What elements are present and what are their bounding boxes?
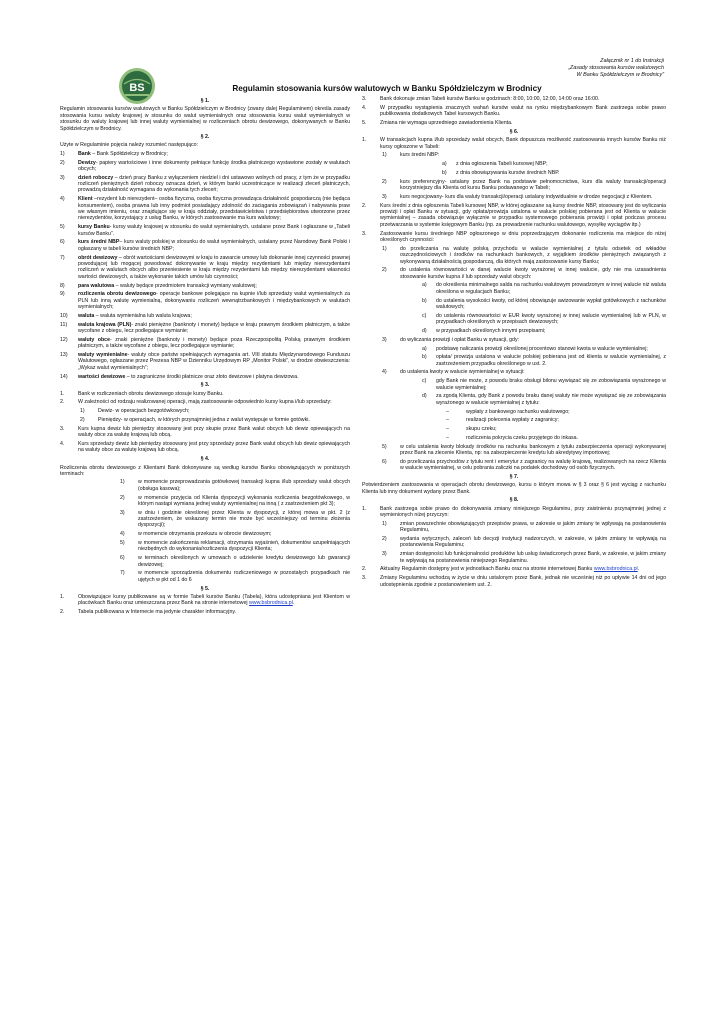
definition-item: 1) Bank – Bank Spółdzielczy w Brodnicy; bbox=[60, 150, 168, 157]
list-item: 2. W zależności od rodzaju realizowanej operacji, mają zastosowanie odpowiednio kursy kupna i/lub sprzedaży: bbox=[60, 399, 332, 406]
definitions-list bbox=[60, 151, 350, 380]
list-item: 2. Tabela publikowana w Internecie ma jedynie charakter informacyjny. bbox=[60, 609, 237, 616]
list-item: 3. Kurs kupna dewiz lub pieniędzy stosowany jest przy skupie przez Bank walut obcych lub dewiz opiewających na waluty obce za walutę krajową lub obcą. bbox=[60, 425, 350, 439]
section-heading: § 5. bbox=[200, 585, 210, 592]
list-item: 5. Zmiana nie wymaga uprzedniego zawiadomienia Klienta. bbox=[362, 119, 513, 126]
list-item: 2) kurs preferencyjny- ustalany przez Bank na podstawie pełnomocnictwa, kurs dla waluty transakcji/operacji korzystniejszy dla Klienta od kursu Banku podawanego w Tabeli; bbox=[382, 178, 666, 192]
list-item: 2. Kurs średni z dnia ogłoszenia Tabeli kursowej NBP, w której ogłaszane są kursy średnie NBP, stosowany jest do wyliczania prowizji i opłat Banku w sytuacji, gdy opłata/prowizja ustalona w walucie polskiej pobierana jest od Klienta w walucie wymienialnej – zasada obowiązuje wyłącznie w przypadku systemowego pobierania prowizji i opłat podczas procesu przetwarzania w systemie księgowym Banku (np. za prowadzenie rachunku walutowego, wysyłkę wyciągów itp.) bbox=[362, 202, 666, 228]
list-item: 1. Bank zastrzega sobie prawo do dokonywania zmiany niniejszego Regulaminu, przy zaistnieniu przynajmniej jednej z wymienionych niżej przyczyn: bbox=[362, 505, 666, 519]
list-item: 1) zmian powszechnie obowiązujących przepisów prawa, w zakresie w jakim zmiany te wpływają na postanowienia Regulaminu, bbox=[382, 520, 666, 534]
list-item: 4) do ustalenia kwoty w walucie wymienialnej w sytuacji: bbox=[382, 369, 525, 376]
term-item: 6) w terminach określonych w umowach o udzielenie kredytu dewizowego lub gwarancji dewizowej; bbox=[120, 555, 350, 568]
list-item: a) z dnia ogłoszenia Tabeli kursowej NBP; bbox=[442, 161, 548, 168]
definition-item: 11) waluta krajowa (PLN)- znaki pieniężne (banknoty i monety) będące w kraju prawnym środkiem płatniczym, a także wycofane z obiegu, lecz podlegające wymianie; bbox=[60, 321, 350, 335]
left-column bbox=[60, 96, 350, 618]
term-item: 2) w momencie przyjęcia od Klienta dyspozycji wykonania rozliczenia bezgotówkowego, w którym nastąpi wymiana jednej waluty wymienialnej na inną ( z zastrzeżeniem pkt 3); bbox=[120, 494, 350, 507]
list-item: a) do określenia minimalnego salda na rachunku walutowym prowadzonym w innej walucie niż waluta określona w regulacjach Banku; bbox=[422, 282, 666, 295]
list-item: 1) kurs średni NBP: bbox=[382, 152, 440, 159]
dash-item: – skupu czeku; bbox=[446, 426, 497, 433]
list-item: 5) w celu ustalenia kwoty blokady środków na rachunku bankowym z tytułu zabezpieczenia operacji wykonywanej przez Bank na zlecenie Klienta, np: na zabezpieczenie kredytu lub akredytywy importowej; bbox=[382, 443, 666, 457]
dash-list bbox=[362, 409, 666, 442]
website-link[interactable]: www.bsbrodnica.pl bbox=[249, 600, 293, 607]
list-item: c) gdy Bank nie może, z powodu braku obsługi bilonu wywiązać się ze zobowiązania wyrażonego w walucie wymienialnej; bbox=[422, 378, 666, 391]
list-item: 1. Obowiązujące kursy publikowane są w formie Tabeli kursów Banku (Tabela), która udostępniana jest Klientom w placówkach Banku oraz umieszczana przez Bank na stronie internetowej www.bsbrodnica.pl. bbox=[60, 593, 350, 607]
list-item: b) z dnia obowiązywania kursów średnich NBP. bbox=[442, 169, 560, 176]
definition-item: 14) wartości dewizowe – to zagraniczne środki płatnicze oraz złoto dewizowe i platyna dewizowa. bbox=[60, 373, 299, 380]
list-item: d) za zgodą Klienta, gdy Bank z powodu braku danej waluty nie może wywiązać się ze zobowiązania wyrażonego w walucie wymienialnej z tytułu: bbox=[422, 393, 666, 406]
definition-item: 8) para walutowa – waluty będące przedmiotem transakcji wymiany walutowej; bbox=[60, 282, 257, 289]
list-item: 3. Bank dokonuje zmian Tabeli kursów Banku w godzinach: 8:00, 10:00, 12:00, 14:00 oraz 16:00. bbox=[362, 96, 600, 102]
definition-item: 7) obrót dewizowy – obrót wartościami dewizowymi w kraju to zawarcie umowy lub dokonanie innej czynności prawnej powodującej lub mogącej powodować dokonywanie w kraju między rezydentami lub między nierezydentami rozliczeń w walutach obcych albo przeniesienie w kraju między rezydentami lub między nierezydentami własności wartości dewizowych, a także wykonanie takich umów lub czynności; bbox=[60, 254, 350, 280]
list-item: 4. Kurs sprzedaży dewiz lub pieniędzy stosowany jest przy sprzedaży przez Bank walut obcych lub dewiz opiewających na waluty obce za walutę krajową lub obcą. bbox=[60, 441, 350, 454]
list-item: 1) Dewiz- w operacjach bezgotówkowych; bbox=[80, 408, 190, 415]
list-item: 2) wydania wytycznych, zaleceń lub decyzji instytucji nadzorczych, w zakresie, w jakim zmiany te wpływają na postanowienia Regulaminu; bbox=[382, 535, 666, 549]
annex-note: Załącznik nr 1 do Instrukcji „Zasady stosowania kursów walutowych W Banku Spółdzielczym w Brodnicy” bbox=[568, 58, 664, 78]
definition-item: 10) waluta – waluta wymienialna lub waluta krajowa; bbox=[60, 312, 192, 319]
list-item: b) do ustalenia wysokości kwoty, od której obowiązuje awizowanie wypłat gotówkowych z rachunków walutowych; bbox=[422, 297, 666, 311]
list-item: 4. W przypadku wystąpienia znacznych wahań kursów walut na rynku międzybankowym Bank zastrzega sobie prawo publikowania dodatkowych Tabel kursowych Banku. bbox=[362, 104, 666, 118]
section-heading: § 7. bbox=[509, 474, 519, 481]
list-item: 3) do wyliczania prowizji i opłat Banku w sytuacji, gdy: bbox=[382, 336, 520, 343]
term-item: 4) w momencie otrzymania przekazu w obrocie dewizowym; bbox=[120, 531, 272, 538]
list-item: 3) zmian dostępności lub funkcjonalności produktów lub usług świadczonych przez Bank, w zakresie, w jakim zmiany te wpływają na postanowienia niniejszego Regulaminu. bbox=[382, 551, 666, 564]
paragraph: Użyte w Regulaminie pojęcia należy rozumieć następująco: bbox=[60, 142, 199, 149]
list-item: 2. Aktualny Regulamin dostępny jest w jednostkach Banku oraz na stronie internetowej Banku www.bsbrodnica.pl. bbox=[362, 566, 640, 573]
list-item: 3. Zmiany Regulaminu wchodzą w życie w dniu ustalonym przez Bank, jednak nie wcześniej niż po upływie 14 dni od jego udostępnienia zgodnie z postanowieniem ust. 2. bbox=[362, 575, 666, 588]
section-heading: § 2. bbox=[200, 133, 210, 140]
list-item: c) do ustalenia równowartości w EUR kwoty wyrażonej w innej walucie wymienialnej lub w PLN, w przypadkach określonych w przepisach dewizowych; bbox=[422, 312, 666, 326]
definition-item: 6) kurs średni NBP– kurs waluty polskiej w stosunku do walut wymienialnych, ustalany przez Narodowy Bank Polski i ogłaszany w tabeli kursów średnich NBP; bbox=[60, 239, 350, 252]
document-title: Regulamin stosowania kursów walutowych w Banku Spółdzielczym w Brodnicy bbox=[232, 84, 542, 93]
list-item: 6) do przeliczania przychodów z tytułu rent i emerytur z zagranicy na walutę krajową, realizowanych na rzecz Klienta w walucie wymienialnej, w celu pobrania zaliczki na podatek dochodowy od osób fizycznych. bbox=[382, 458, 666, 472]
list-item: 1. W transakcjach kupna i/lub sprzedaży walut obcych, Bank dopuszcza możliwość zastosowania innych kursów Banku niż kursy ogłoszone w Tabeli: bbox=[362, 137, 666, 150]
dash-item: – realizacji polecenia wypłaty z zagranicy; bbox=[446, 417, 559, 424]
website-link[interactable]: www.bsbrodnica.pl bbox=[593, 566, 638, 573]
term-item: 1) w momencie przeprowadzania gotówkowej transakcji kupna i/lub sprzedaży walut obcych (obsługa kasowa); bbox=[120, 479, 350, 492]
section-heading: § 4. bbox=[200, 456, 210, 463]
section-heading: § 3. bbox=[200, 382, 210, 389]
right-column bbox=[362, 96, 666, 590]
section-heading: § 1. bbox=[200, 98, 210, 104]
list-item: 2) Pieniędzy- w operacjach, w których przynajmniej jedna z walut występuje w formie gotówki. bbox=[80, 417, 310, 424]
definition-item: 4) Klient –rezydent lub nierezydent– osoba fizyczna, osoba fizyczna prowadząca działalność gospodarczą (nie będąca konsumentem), osoba prawna lub inny podmiot posiadający zdolność do zaciągania zobowiązań i nabywania praw we własnym imieniu, oraz znajdujące się w kraju oddziały, przedstawicielstwa i przedsiębiorstwa utworzone przez nierezydentów, korzystający z usług Banku, w których zastosowanie ma kurs walutowy; bbox=[60, 196, 350, 222]
list-item: 1) do przeliczania na walutę polską przychodu w walucie wymienialnej z tytułu odsetek od wkładów oszczędnościowych i środków na rachunkach bankowych, z wyjątkiem środków pieniężnych związanych z wykonywaną działalnością gospodarczą, dla których mają zastosowanie kursy Banku; bbox=[382, 245, 666, 265]
list-item: 3. Zastosowanie kursu średniego NBP ogłoszonego w dniu poprzedzającym dokonanie rozliczenia ma miejsce do niżej określonych czynności: bbox=[362, 230, 666, 243]
list-item: 3) kurs negocjowany- kurs dla waluty transakcji/operacji ustalany indywidualnie w drodze negocjacji z Klientem. bbox=[382, 193, 653, 200]
definition-item: 12) waluty obce- znaki pieniężne (banknoty i monety) będące poza Rzeczpospolitą Polską prawnym środkiem płatniczym, a także wycofane z obiegu, lecz podlegające wymianie; bbox=[60, 336, 350, 350]
list-item: a) podstawę naliczania prowizji określonej procentowo stanowi kwota w walucie wymienialnej; bbox=[422, 345, 648, 352]
paragraph: Potwierdzeniem zastosowania w operacjach obrotu dewizowego, kursu o którym mowa w § 3 oraz § 6 jest wyciąg z rachunku Klienta lub inny dokument wydany przez Bank. bbox=[362, 482, 666, 495]
list-item: 1. Bank w rozliczeniach obrotu dewizowego stosuje kursy Banku. bbox=[60, 390, 224, 397]
list-item: b) opłata/ prowizja ustalona w walucie polskiej pobierana jest od klienta w walucie wymienialnej, z zastrzeżeniem przypadku określonego w ust. 2. bbox=[422, 354, 666, 367]
svg-text:BS: BS bbox=[129, 82, 145, 94]
dash-item: – wypłaty z bankowego rachunku walutowego; bbox=[446, 408, 570, 415]
term-item: 3) w dniu i godzinie określonej przez Klienta w dyspozycji, z której mowa w pkt. 2 (z zastrzeżeniem, że wskazany termin nie może być wcześniejszy od terminu złożenia dyspozycji); bbox=[120, 509, 350, 529]
definition-item: 13) waluty wymienialne- waluty obce państw spełniających wymagania art. VIII statutu Międzynarodowego Funduszu Walutowego, ogłaszane przez Prezesa NBP w Dzienniku Urzędowym RP „Monitor Polski”, w drodze obwieszczenia: „Wykaz walut wymienialnych”; bbox=[60, 351, 350, 371]
paragraph: Regulamin stosowania kursów walutowych w Banku Spółdzielczym w Brodnicy (zwany dalej Regulaminem) określa zasady stosowania kursu waluty krajowej w stosunku do walut wymienialnych oraz stosowania kursu walut wymienialnych w stosunku do waluty krajowej lub innej waluty wymienialnej w rozliczeniach obrotu dewizowego, dokonywanych w Banku Spółdzielczym w Brodnicy. bbox=[60, 106, 350, 132]
dash-item: – rozliczenia pokrycia czeku przyjętego do inkasa. bbox=[446, 434, 579, 441]
terms-list bbox=[60, 479, 350, 583]
definition-item: 2) Dewizy- papiery wartościowe i inne dokumenty pełniące funkcję środka płatniczego wystawione zostały w walutach obcych; bbox=[60, 159, 350, 172]
list-item: 2) do ustalenia równowartości w danej walucie kwoty wyrażonej w innej walucie, gdy nie ma uzasadnienia stosowanie kursów kupna i/ lub sprzedaży walut obcych: bbox=[382, 267, 666, 280]
definition-item: 5) kursy Banku- kursy waluty krajowej w stosunku do walut wymienialnych, ustalane przez Bank i ogłaszane w „Tabeli kursów Banku”. bbox=[60, 224, 350, 237]
term-item: 7) w momencie sporządzenia dokumentu rozliczeniowego w pozostałych przypadkach nie ujętych w pkt od 1 do 6 bbox=[120, 570, 350, 583]
section-heading: § 8. bbox=[509, 497, 519, 504]
term-item: 5) w momencie zakończenia reklamacji, otrzymania wyjaśnień, dokumentów uzupełniających niezbędnych do wykonania/rozliczenia dyspozycji Klienta; bbox=[120, 540, 350, 553]
definition-item: 9) rozliczenia obrotu dewizowego- operacje bankowe polegające na kupnie i/lub sprzedaży walut wymienialnych za PLN lub inną walutę wymienialną, dokonywaniu rozliczeń wewnątrzbankowych i międzybankowych w walutach wymienialnych; bbox=[60, 291, 350, 311]
list-item: d) w przypadkach określonych innymi przepisami; bbox=[422, 327, 546, 334]
definition-item: 3) dzień roboczy – dzień pracy Banku z wyłączeniem niedziel i dni ustawowo wolnych od pracy, z tym że w przypadku rozliczeń pieniężnych dzień roboczy oznacza dzień, w którym banki uczestniczące w realizacji zleceń płatniczych, prowadzą działalność wymagana do wykonania tych zleceń; bbox=[60, 174, 350, 194]
section-heading: § 6. bbox=[509, 128, 519, 135]
paragraph: Rozliczenia obrotu dewizowego z Klientami Bank dokonywane są według kursów Banku obowiązujących w poniższych terminach: bbox=[60, 464, 350, 477]
